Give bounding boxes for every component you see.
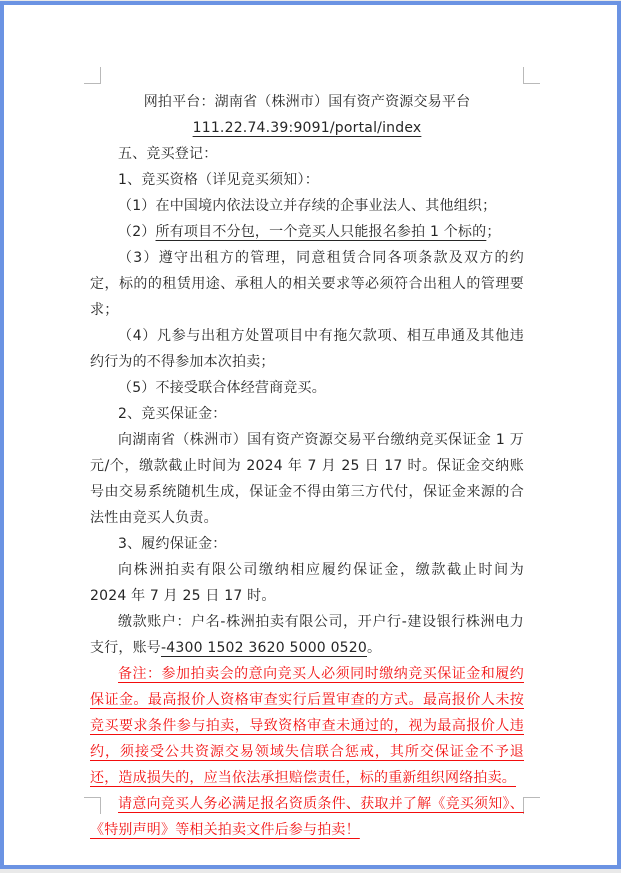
text-segment: 请意向竞买人务必满足报名资质条件、获取并了解《竞买须知》、《特别声明》等相关拍卖文件后参与拍卖！	[90, 796, 524, 838]
margin-cropmark-top-right	[523, 67, 540, 84]
margin-cropmark-top-left	[84, 67, 101, 84]
text-segment: （5）不接受联合体经营商竞买。	[118, 380, 326, 396]
text-segment: 网拍平台：湖南省（株洲市）国有资产资源交易平台	[143, 94, 471, 110]
performance-deposit-body	[90, 557, 524, 609]
qualification-5	[90, 375, 524, 401]
text-segment: （1）在中国境内依法设立并存续的企事业法人、其他组织；	[118, 198, 497, 214]
qualification-2	[90, 219, 524, 245]
qualification-1	[90, 193, 524, 219]
text-segment: 缴款账户：户名-株洲拍卖有限公司，开户行-建设银行株洲电力支行，账号	[90, 614, 524, 656]
remark-notice	[90, 661, 524, 791]
text-segment: 备注：参加拍卖会的意向竞买人必须同时缴纳竞买保证金和履约保证金。最高报价人资格审查实行后置审查的方式。最高报价人未按竞买要求条件参与拍卖，导致资格审查未通过的，视为最高报价人违约，须接受公共资源交易领域失信联合惩戒，其所交保证金不予退还，造成损失的，应当依法承担赔偿责任，标的重新组织网络拍卖。	[90, 666, 524, 786]
payment-account	[90, 609, 524, 661]
text-segment: ；	[486, 224, 501, 240]
text-segment: -4300 1502 3620 5000 0520	[161, 640, 367, 656]
item-3-heading	[90, 531, 524, 557]
text-segment: （4）凡参与出租方处置项目中有拖欠款项、相互串通及其他违约行为的不得参加本次拍卖；	[90, 328, 524, 370]
platform-url	[90, 115, 524, 141]
bid-deposit-body	[90, 427, 524, 531]
text-segment: 五、竞买登记：	[118, 146, 218, 162]
text-segment: 3、履约保证金：	[118, 536, 227, 552]
item-2-heading	[90, 401, 524, 427]
text-segment: 。	[367, 640, 382, 656]
text-segment: （3）遵守出租方的管理，同意租赁合同各项条款及双方的约定，标的的租赁用途、承租人的相关要求等必须符合出租人的管理要求；	[90, 250, 524, 318]
text-segment: 所有项目不分包，一个竞买人只能报名参拍 1 个标的	[155, 224, 487, 240]
qualification-4	[90, 323, 524, 375]
qualification-3	[90, 245, 524, 323]
margin-cropmark-bottom-right	[523, 797, 540, 814]
text-segment: 向株洲拍卖有限公司缴纳相应履约保证金，缴款截止时间为 2024 年 7 月 25 日 17 时。	[90, 562, 524, 604]
text-segment: 2、竞买保证金：	[118, 406, 227, 422]
text-segment: 向湖南省（株洲市）国有资产资源交易平台缴纳竞买保证金 1 万元/个，缴款截止时间为 2024 年 7 月 25 日 17 时。保证金交纳账号由交易系统随机生成，保证金不得由第三方代付，保证金来源的合法性由竞买人负责。	[90, 432, 524, 526]
text-segment: （2）	[118, 224, 156, 240]
section-5-heading	[90, 141, 524, 167]
platform-line	[90, 89, 524, 115]
document-content	[90, 89, 524, 843]
text-segment: 111.22.74.39:9091/portal/index	[192, 120, 422, 136]
text-segment: 1、竞买资格（详见竞买须知）：	[118, 172, 319, 188]
final-notice	[90, 791, 524, 843]
document-page	[0, 1, 621, 869]
item-1-heading	[90, 167, 524, 193]
